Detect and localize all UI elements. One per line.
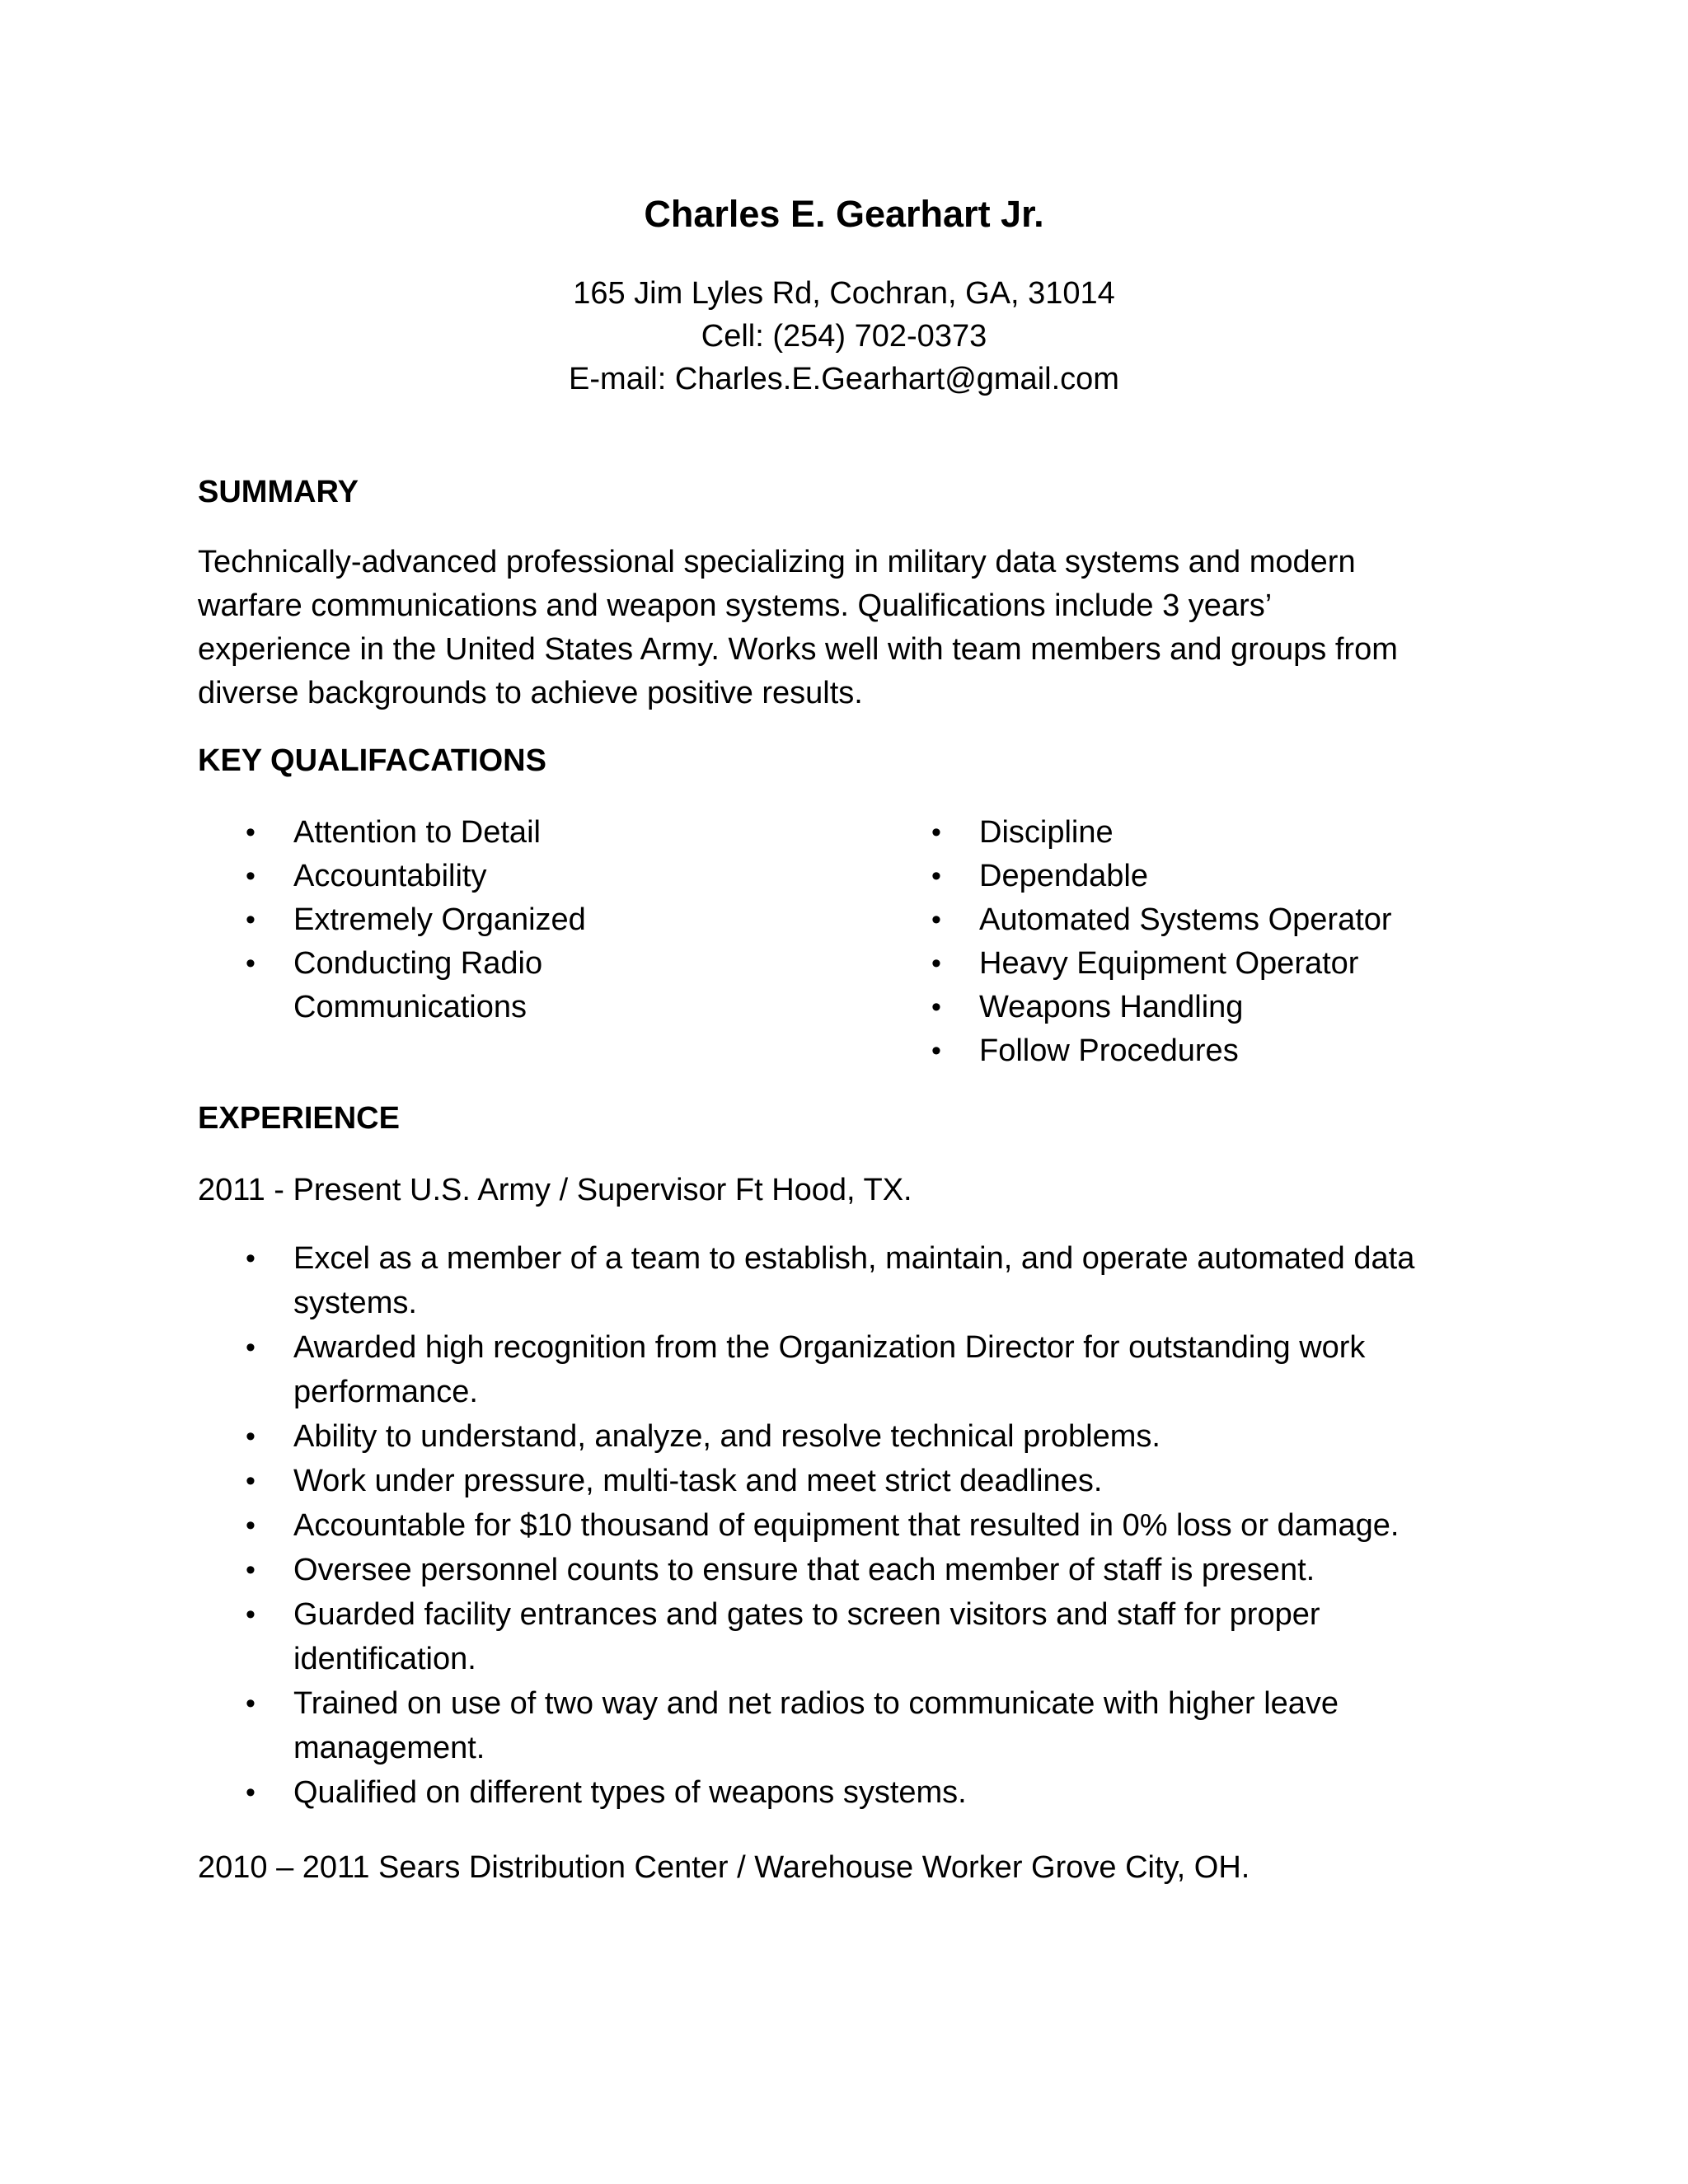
job-title-army: 2011 - Present U.S. Army / Supervisor Ft Hood, TX. xyxy=(198,1173,912,1207)
summary-paragraph xyxy=(198,541,1484,715)
summary-line: experience in the United States Army. Works well with team members and groups from xyxy=(198,632,1398,667)
list-item: • Attention to Detail xyxy=(198,811,659,855)
cell-line: Cell: (254) 702-0373 xyxy=(701,319,987,354)
bullet-icon: • xyxy=(246,1421,256,1452)
bullet-icon: • xyxy=(931,991,941,1023)
summary-line: Technically-advanced professional specializing in military data systems and modern xyxy=(198,545,1356,579)
email-line: E-mail: Charles.E.Gearhart@gmail.com xyxy=(569,362,1119,396)
qualifications-heading: KEY QUALIFACATIONS xyxy=(198,743,546,778)
list-item: • Excel as a member of a team to establish, maintain, and operate automated data systems. xyxy=(198,1236,1484,1325)
bullet-icon: • xyxy=(246,817,256,848)
list-item: • Oversee personnel counts to ensure that each member of staff is present. xyxy=(198,1548,1484,1592)
summary-heading: SUMMARY xyxy=(198,475,359,509)
list-item: • Discipline xyxy=(884,811,1510,855)
list-item: • Heavy Equipment Operator xyxy=(884,942,1510,986)
list-item: • Automated Systems Operator xyxy=(884,898,1510,942)
list-item: • Accountable for $10 thousand of equipment that resulted in 0% loss or damage. xyxy=(198,1503,1484,1548)
bullet-icon: • xyxy=(246,1332,256,1363)
list-item: • Qualified on different types of weapons systems. xyxy=(198,1770,1484,1815)
address-line: 165 Jim Lyles Rd, Cochran, GA, 31014 xyxy=(573,276,1115,311)
bullet-icon: • xyxy=(931,817,941,848)
summary-line: warfare communications and weapon systems. Qualifications include 3 years’ xyxy=(198,588,1273,623)
bullet-icon: • xyxy=(931,904,941,935)
bullet-icon: • xyxy=(246,1777,256,1808)
bullet-icon: • xyxy=(246,904,256,935)
list-item: • Follow Procedures xyxy=(884,1029,1510,1073)
list-item: • Dependable xyxy=(884,855,1510,898)
bullet-icon: • xyxy=(246,1554,256,1586)
list-item: • Conducting Radio Communications xyxy=(198,942,659,1029)
bullet-icon: • xyxy=(931,948,941,979)
job-army-bullets xyxy=(198,1236,1484,1815)
resume-name: Charles E. Gearhart Jr. xyxy=(644,193,1044,235)
job-title-sears: 2010 – 2011 Sears Distribution Center / Warehouse Worker Grove City, OH. xyxy=(198,1850,1250,1885)
bullet-icon: • xyxy=(931,860,941,892)
bullet-icon: • xyxy=(246,1510,256,1541)
list-item: • Awarded high recognition from the Organization Director for outstanding work performance. xyxy=(198,1325,1484,1414)
bullet-icon: • xyxy=(246,1688,256,1719)
bullet-icon: • xyxy=(246,1465,256,1497)
bullet-icon: • xyxy=(931,1035,941,1066)
list-item: • Extremely Organized xyxy=(198,898,659,942)
qualifications-list-right xyxy=(884,811,1510,1073)
list-item: • Accountability xyxy=(198,855,659,898)
summary-line: diverse backgrounds to achieve positive results. xyxy=(198,676,863,710)
bullet-icon: • xyxy=(246,1599,256,1630)
list-item: • Guarded facility entrances and gates to screen visitors and staff for proper identification. xyxy=(198,1592,1484,1681)
contact-block xyxy=(0,272,1688,401)
list-item: • Ability to understand, analyze, and resolve technical problems. xyxy=(198,1414,1484,1459)
bullet-icon: • xyxy=(246,1243,256,1274)
list-item: • Trained on use of two way and net radios to communicate with higher leave management. xyxy=(198,1681,1484,1770)
qualifications-list-left xyxy=(198,811,659,1029)
bullet-icon: • xyxy=(246,860,256,892)
experience-heading: EXPERIENCE xyxy=(198,1101,400,1136)
list-item: • Weapons Handling xyxy=(884,986,1510,1029)
list-item: • Work under pressure, multi-task and meet strict deadlines. xyxy=(198,1459,1484,1503)
bullet-icon: • xyxy=(246,948,256,979)
